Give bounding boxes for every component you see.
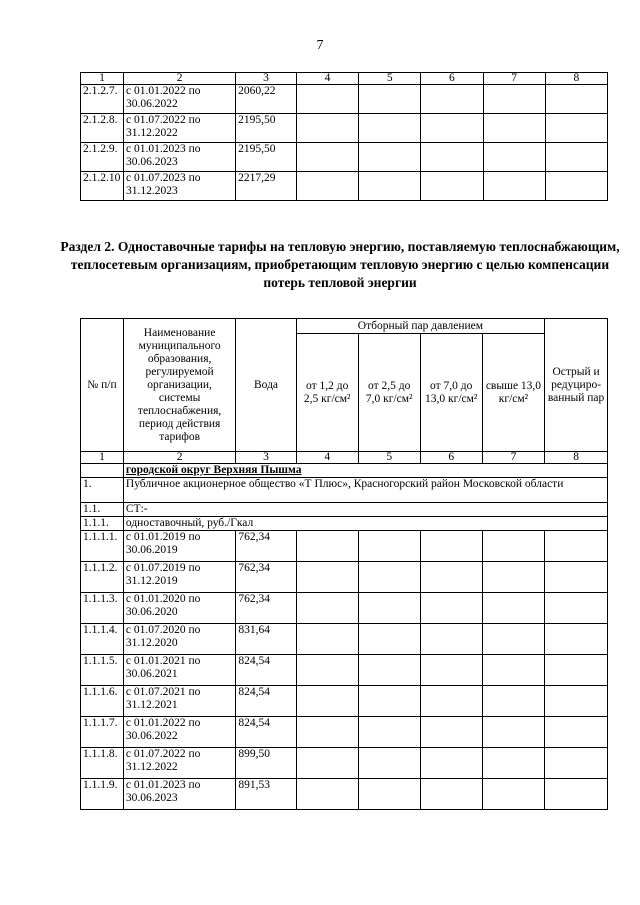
empty-cell — [545, 114, 607, 143]
row-value: 831,64 — [236, 624, 296, 655]
row-number: 1.1.1.4. — [81, 624, 124, 655]
empty-cell — [420, 593, 482, 624]
row-value: 824,54 — [236, 655, 296, 686]
column-number: 3 — [236, 452, 296, 464]
empty-cell — [420, 624, 482, 655]
empty-cell — [545, 686, 608, 717]
empty-cell — [296, 593, 358, 624]
column-number: 6 — [421, 73, 483, 85]
empty-cell — [420, 655, 482, 686]
empty-cell — [482, 748, 544, 779]
empty-cell — [483, 172, 545, 201]
table-row — [81, 717, 608, 748]
table-row — [81, 748, 608, 779]
table-row — [81, 114, 608, 143]
tariff-type-label: одноставочный, руб./Гкал — [123, 517, 607, 531]
row-value: 2195,50 — [236, 143, 297, 172]
section-title: Раздел 2. Одноставочные тарифы на тепловую энергию, поставляемую теплоснабжающим, теплосетевым организациям, приобретающим тепловую энергию с целью компенсации потерь тепловой энергии — [60, 239, 620, 290]
row-number: 1.1.1.7. — [81, 717, 124, 748]
empty-cell — [482, 779, 544, 810]
steam-pressure-header: от 2,5 до 7,0 кг/см² — [358, 334, 420, 452]
empty-cell — [420, 779, 482, 810]
column-number: 2 — [123, 73, 235, 85]
empty-cell — [421, 172, 483, 201]
column-number: 7 — [483, 73, 545, 85]
empty-cell — [421, 85, 483, 114]
empty-cell — [296, 114, 358, 143]
empty-cell — [296, 143, 358, 172]
organization-name: Публичное акционерное общество «Т Плюс», Красногорский район Московской области — [123, 478, 607, 503]
row-number: 1.1.1. — [81, 517, 124, 531]
col-water-header: Вода — [236, 319, 296, 452]
table-row — [81, 85, 608, 114]
column-number: 5 — [358, 452, 420, 464]
column-number: 4 — [296, 73, 358, 85]
district-name: городской округ Верхняя Пышма — [123, 464, 607, 478]
empty-cell — [359, 143, 421, 172]
row-number: 2.1.2.9. — [81, 143, 124, 172]
row-value: 762,34 — [236, 531, 296, 562]
row-number: 1.1.1.8. — [81, 748, 124, 779]
empty-cell — [545, 172, 607, 201]
empty-cell — [296, 717, 358, 748]
empty-cell — [420, 531, 482, 562]
empty-cell — [420, 717, 482, 748]
table-row — [81, 531, 608, 562]
row-value: 891,53 — [236, 779, 296, 810]
row-period: с 01.07.2022 по 31.12.2022 — [123, 748, 235, 779]
empty-cell — [358, 686, 420, 717]
empty-cell — [296, 85, 358, 114]
row-number: 2.1.2.7. — [81, 85, 124, 114]
col-sharp-steam-header: Острый и редуциро-ванный пар — [545, 319, 608, 452]
empty-cell — [296, 779, 358, 810]
table-header-row — [81, 73, 608, 85]
table-row — [81, 655, 608, 686]
row-period: с 01.07.2019 по 31.12.2019 — [123, 562, 235, 593]
steam-pressure-header: от 1,2 до 2,5 кг/см² — [296, 334, 358, 452]
column-number: 1 — [81, 73, 124, 85]
empty-cell — [545, 655, 608, 686]
column-number-row — [81, 452, 608, 464]
steam-pressure-header: от 7,0 до 13,0 кг/см² — [420, 334, 482, 452]
row-number: 2.1.2.10 — [81, 172, 124, 201]
row-number: 1.1.1.9. — [81, 779, 124, 810]
empty-cell — [358, 531, 420, 562]
tariff-table-continuation — [80, 72, 608, 201]
empty-cell — [482, 717, 544, 748]
row-period: с 01.07.2022 по 31.12.2022 — [123, 114, 235, 143]
empty-cell — [359, 114, 421, 143]
row-period: с 01.07.2023 по 31.12.2023 — [123, 172, 235, 201]
empty-cell — [358, 562, 420, 593]
row-period: с 01.01.2023 по 30.06.2023 — [123, 143, 235, 172]
empty-cell — [420, 562, 482, 593]
row-number: 1.1.1.6. — [81, 686, 124, 717]
row-period: с 01.01.2023 по 30.06.2023 — [123, 779, 235, 810]
empty-cell — [359, 172, 421, 201]
organization-row — [81, 478, 608, 503]
empty-cell — [482, 686, 544, 717]
table-row — [81, 172, 608, 201]
empty-cell — [296, 624, 358, 655]
empty-cell — [421, 143, 483, 172]
empty-cell — [482, 593, 544, 624]
table-row — [81, 686, 608, 717]
row-period: с 01.01.2021 по 30.06.2021 — [123, 655, 235, 686]
empty-cell — [545, 593, 608, 624]
empty-cell — [358, 593, 420, 624]
tariff-type-row — [81, 517, 608, 531]
column-number: 7 — [482, 452, 544, 464]
row-value: 824,54 — [236, 686, 296, 717]
column-number: 8 — [545, 73, 607, 85]
row-number: 1.1. — [81, 503, 124, 517]
system-label: СТ:- — [123, 503, 607, 517]
empty-cell — [358, 717, 420, 748]
empty-cell — [358, 748, 420, 779]
col-name-header: Наименование муниципального образования, регулируемой организации, системы теплоснабжения, период действия тарифов — [123, 319, 235, 452]
row-period: с 01.01.2022 по 30.06.2022 — [123, 717, 235, 748]
row-number: 1.1.1.1. — [81, 531, 124, 562]
table-row — [81, 779, 608, 810]
table-row — [81, 143, 608, 172]
empty-cell — [358, 779, 420, 810]
row-number: 2.1.2.8. — [81, 114, 124, 143]
row-value: 824,54 — [236, 717, 296, 748]
empty-cell — [545, 531, 608, 562]
row-period: с 01.01.2022 по 30.06.2022 — [123, 85, 235, 114]
empty-cell — [296, 655, 358, 686]
table-row — [81, 593, 608, 624]
row-value: 2195,50 — [236, 114, 297, 143]
row-number: 1.1.1.2. — [81, 562, 124, 593]
column-number: 4 — [296, 452, 358, 464]
empty-cell — [482, 562, 544, 593]
empty-cell — [482, 531, 544, 562]
empty-cell — [545, 779, 608, 810]
tariff-table-section-2 — [80, 318, 608, 810]
row-value: 762,34 — [236, 593, 296, 624]
empty-cell — [420, 686, 482, 717]
row-value: 2060,22 — [236, 85, 297, 114]
column-number: 2 — [123, 452, 235, 464]
row-value: 2217,29 — [236, 172, 297, 201]
row-period: с 01.07.2020 по 31.12.2020 — [123, 624, 235, 655]
row-value: 899,50 — [236, 748, 296, 779]
row-number: 1. — [81, 478, 124, 503]
empty-cell — [296, 562, 358, 593]
column-number: 1 — [81, 452, 124, 464]
empty-cell — [296, 172, 358, 201]
empty-cell — [545, 748, 608, 779]
empty-cell — [359, 85, 421, 114]
district-row — [81, 464, 608, 478]
system-row — [81, 503, 608, 517]
empty-cell — [420, 748, 482, 779]
empty-cell — [296, 748, 358, 779]
table-row — [81, 562, 608, 593]
table-header-row — [81, 319, 608, 334]
column-number: 3 — [236, 73, 297, 85]
empty-cell — [421, 114, 483, 143]
empty-cell — [358, 655, 420, 686]
empty-cell — [482, 624, 544, 655]
col-steam-group-header: Отборный пар давлением — [296, 319, 544, 334]
empty-cell — [483, 85, 545, 114]
empty-cell — [483, 114, 545, 143]
table-row — [81, 624, 608, 655]
col-number-header: № п/п — [81, 319, 124, 452]
column-number: 8 — [545, 452, 608, 464]
empty-cell — [296, 531, 358, 562]
column-number: 6 — [420, 452, 482, 464]
row-period: с 01.07.2021 по 31.12.2021 — [123, 686, 235, 717]
page-number: 7 — [316, 38, 324, 53]
steam-pressure-header: свыше 13,0 кг/см² — [482, 334, 544, 452]
row-value: 762,34 — [236, 562, 296, 593]
row-period: с 01.01.2020 по 30.06.2020 — [123, 593, 235, 624]
empty-cell — [545, 717, 608, 748]
row-number: 1.1.1.5. — [81, 655, 124, 686]
empty-cell — [296, 686, 358, 717]
empty-cell — [545, 562, 608, 593]
row-number: 1.1.1.3. — [81, 593, 124, 624]
column-number: 5 — [359, 73, 421, 85]
row-period: с 01.01.2019 по 30.06.2019 — [123, 531, 235, 562]
empty-cell — [483, 143, 545, 172]
empty-cell — [545, 143, 607, 172]
empty-cell — [482, 655, 544, 686]
empty-cell — [545, 624, 608, 655]
empty-cell — [358, 624, 420, 655]
empty-cell — [545, 85, 607, 114]
